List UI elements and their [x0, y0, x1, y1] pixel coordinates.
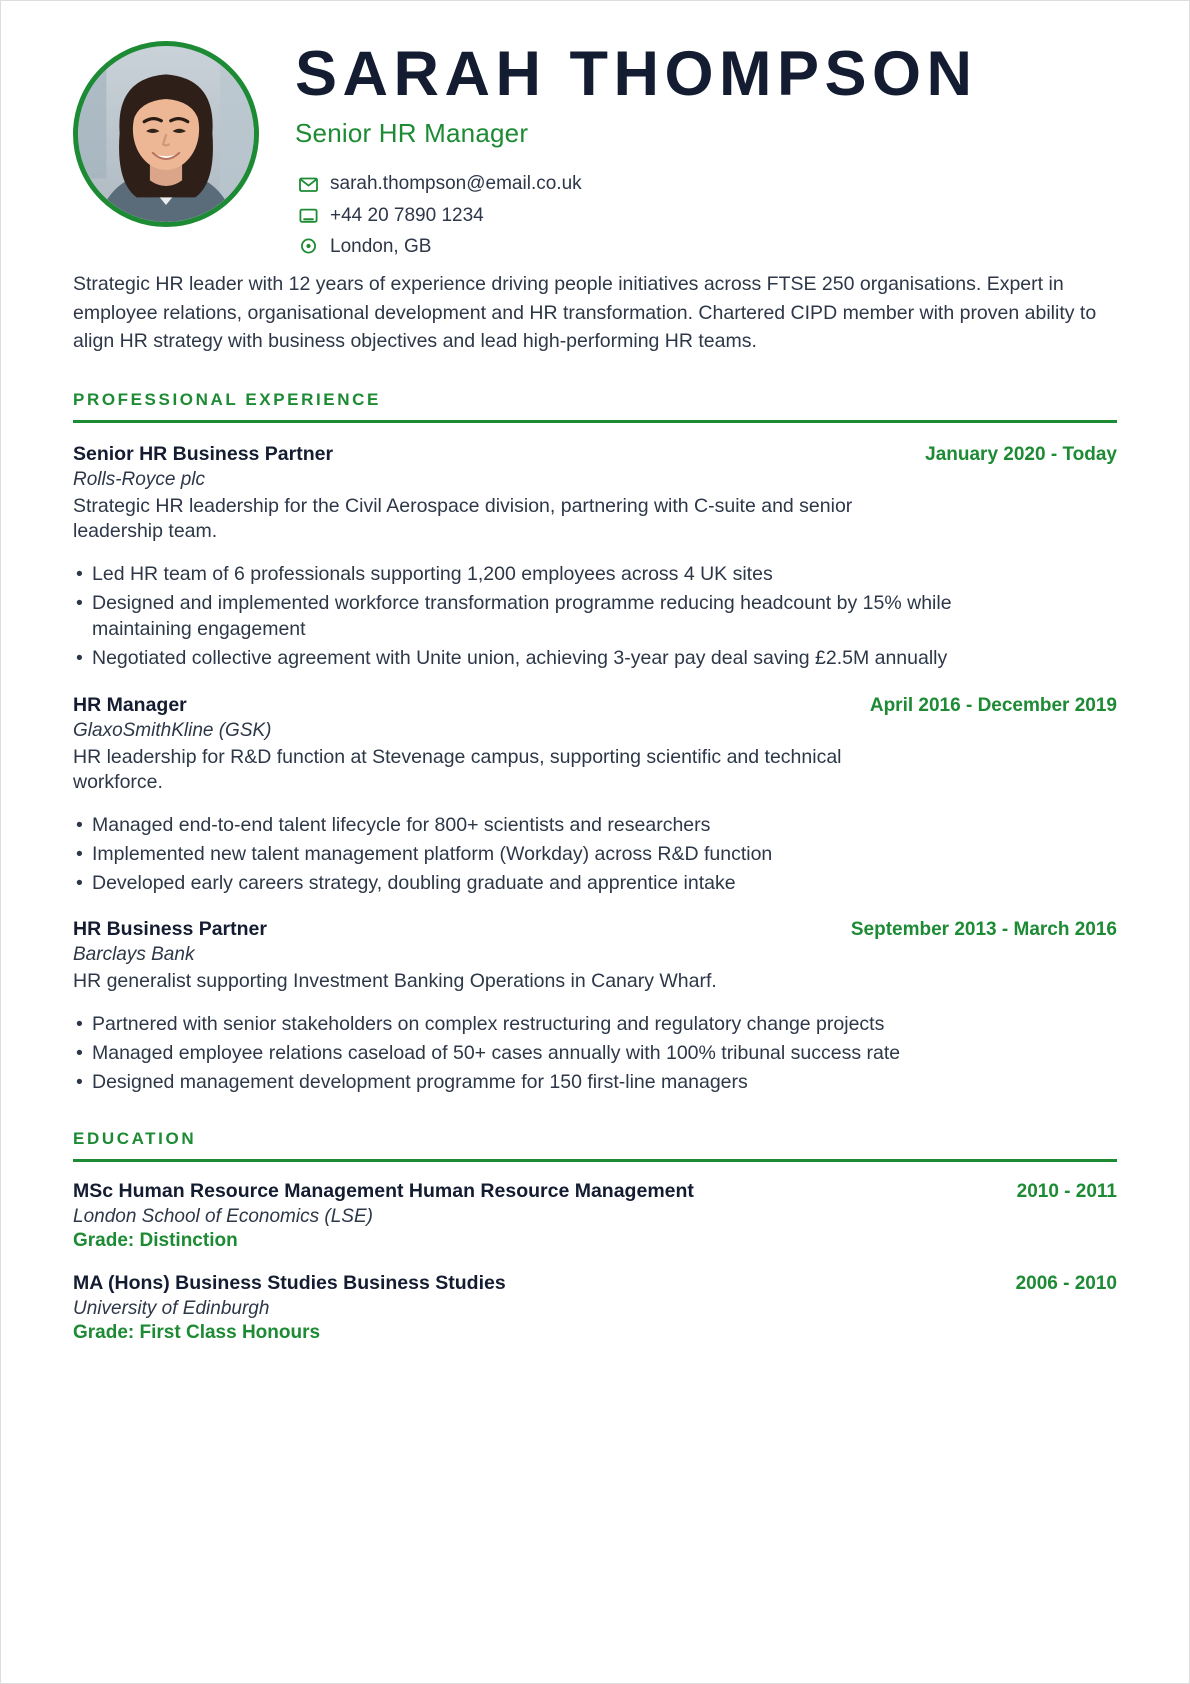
entry-organisation: Rolls-Royce plc [73, 468, 205, 490]
list-item: • Designed and implemented workforce transformation programme reducing headcount by 15% while maintaining engagement [73, 590, 993, 642]
entry-date: January 2020 - Today [925, 443, 1117, 465]
section-divider [73, 1159, 1117, 1162]
experience-entry [73, 694, 1117, 897]
entry-description: HR generalist supporting Investment Banking Operations in Canary Wharf. [73, 970, 717, 993]
entry-bullet-list [73, 812, 1117, 896]
entry-organisation: Barclays Bank [73, 944, 195, 966]
grade-label: Grade: First Class Honours [73, 1322, 321, 1344]
degree-title: MSc Human Resource Management Human Resource Management [73, 1180, 694, 1203]
contact-phone-value: +44 20 7890 1234 [330, 204, 484, 226]
entry-date: April 2016 - December 2019 [869, 694, 1117, 716]
envelope-icon [298, 174, 319, 195]
list-item: • Led HR team of 6 professionals supporting 1,200 employees across 4 UK sites [73, 561, 993, 587]
entry-bullet-list [73, 561, 1117, 672]
profile-summary: Strategic HR leader with 12 years of experience driving people initiatives across FTSE 250 organisations. Expert in employee relations, organisational development and HR transformation. Chartered CIPD member with proven ability to align HR strategy with business objectives and lead high-performing HR teams. [73, 273, 1097, 353]
list-item: • Partnered with senior stakeholders on complex restructuring and regulatory change projects [73, 1011, 993, 1037]
school-name: London School of Economics (LSE) [73, 1206, 373, 1228]
contact-phone[interactable] [298, 205, 1117, 228]
list-item: • Developed early careers strategy, doubling graduate and apprentice intake [73, 870, 993, 896]
list-item: • Managed employee relations caseload of 50+ cases annually with 100% tribunal success rate [73, 1040, 993, 1066]
section-title-experience: PROFESSIONAL EXPERIENCE [73, 389, 381, 409]
section-title-education: EDUCATION [73, 1129, 197, 1149]
entry-date: September 2013 - March 2016 [850, 919, 1117, 941]
header-text-block [269, 27, 1117, 268]
degree-title: MA (Hons) Business Studies Business Studies [73, 1272, 506, 1295]
profile-photo-icon [78, 46, 254, 222]
entry-date: 2010 - 2011 [1016, 1181, 1117, 1203]
section-education [73, 1129, 1117, 1344]
entry-header [73, 918, 1117, 941]
list-item: • Managed end-to-end talent lifecycle for 800+ scientists and researchers [73, 812, 993, 838]
list-item: • Implemented new talent management platform (Workday) across R&D function [73, 841, 993, 867]
education-entry [73, 1180, 1117, 1252]
avatar-container [73, 27, 269, 227]
location-pin-icon [298, 237, 319, 258]
resume-header [73, 27, 1117, 268]
entry-role: HR Business Partner [73, 918, 267, 941]
entry-description: Strategic HR leadership for the Civil Aerospace division, partnering with C-suite and senior leadership team. [73, 494, 853, 543]
contact-location [298, 236, 1117, 259]
section-professional-experience [73, 390, 1117, 1096]
section-divider [73, 420, 1117, 423]
entry-date: 2006 - 2010 [1015, 1273, 1117, 1295]
list-item: • Designed management development programme for 150 first-line managers [73, 1069, 993, 1095]
entry-header [73, 443, 1117, 466]
experience-entry [73, 918, 1117, 1095]
school-name: University of Edinburgh [73, 1298, 270, 1320]
entry-header [73, 1180, 1117, 1203]
entry-role: Senior HR Business Partner [73, 442, 334, 465]
page-title: SARAH THOMPSON [295, 39, 978, 109]
avatar [73, 41, 259, 227]
contact-location-value: London, GB [330, 236, 432, 258]
entry-bullet-list [73, 1011, 1117, 1095]
contact-email[interactable] [298, 173, 1117, 196]
education-entry [73, 1272, 1117, 1344]
entry-organisation: GlaxoSmithKline (GSK) [73, 719, 272, 741]
entry-header [73, 694, 1117, 717]
entry-description: HR leadership for R&D function at Stevenage campus, supporting scientific and technical workforce. [73, 745, 842, 794]
list-item: • Negotiated collective agreement with Unite union, achieving 3-year pay deal saving £2.5M annually [73, 645, 993, 671]
grade-label: Grade: Distinction [73, 1230, 238, 1252]
entry-role: HR Manager [73, 693, 187, 716]
contact-email-value: sarah.thompson@email.co.uk [330, 172, 582, 194]
experience-entry [73, 443, 1117, 672]
contact-list [295, 173, 1117, 259]
job-title: Senior HR Manager [295, 117, 529, 148]
phone-icon [298, 205, 319, 226]
entry-header [73, 1272, 1117, 1295]
